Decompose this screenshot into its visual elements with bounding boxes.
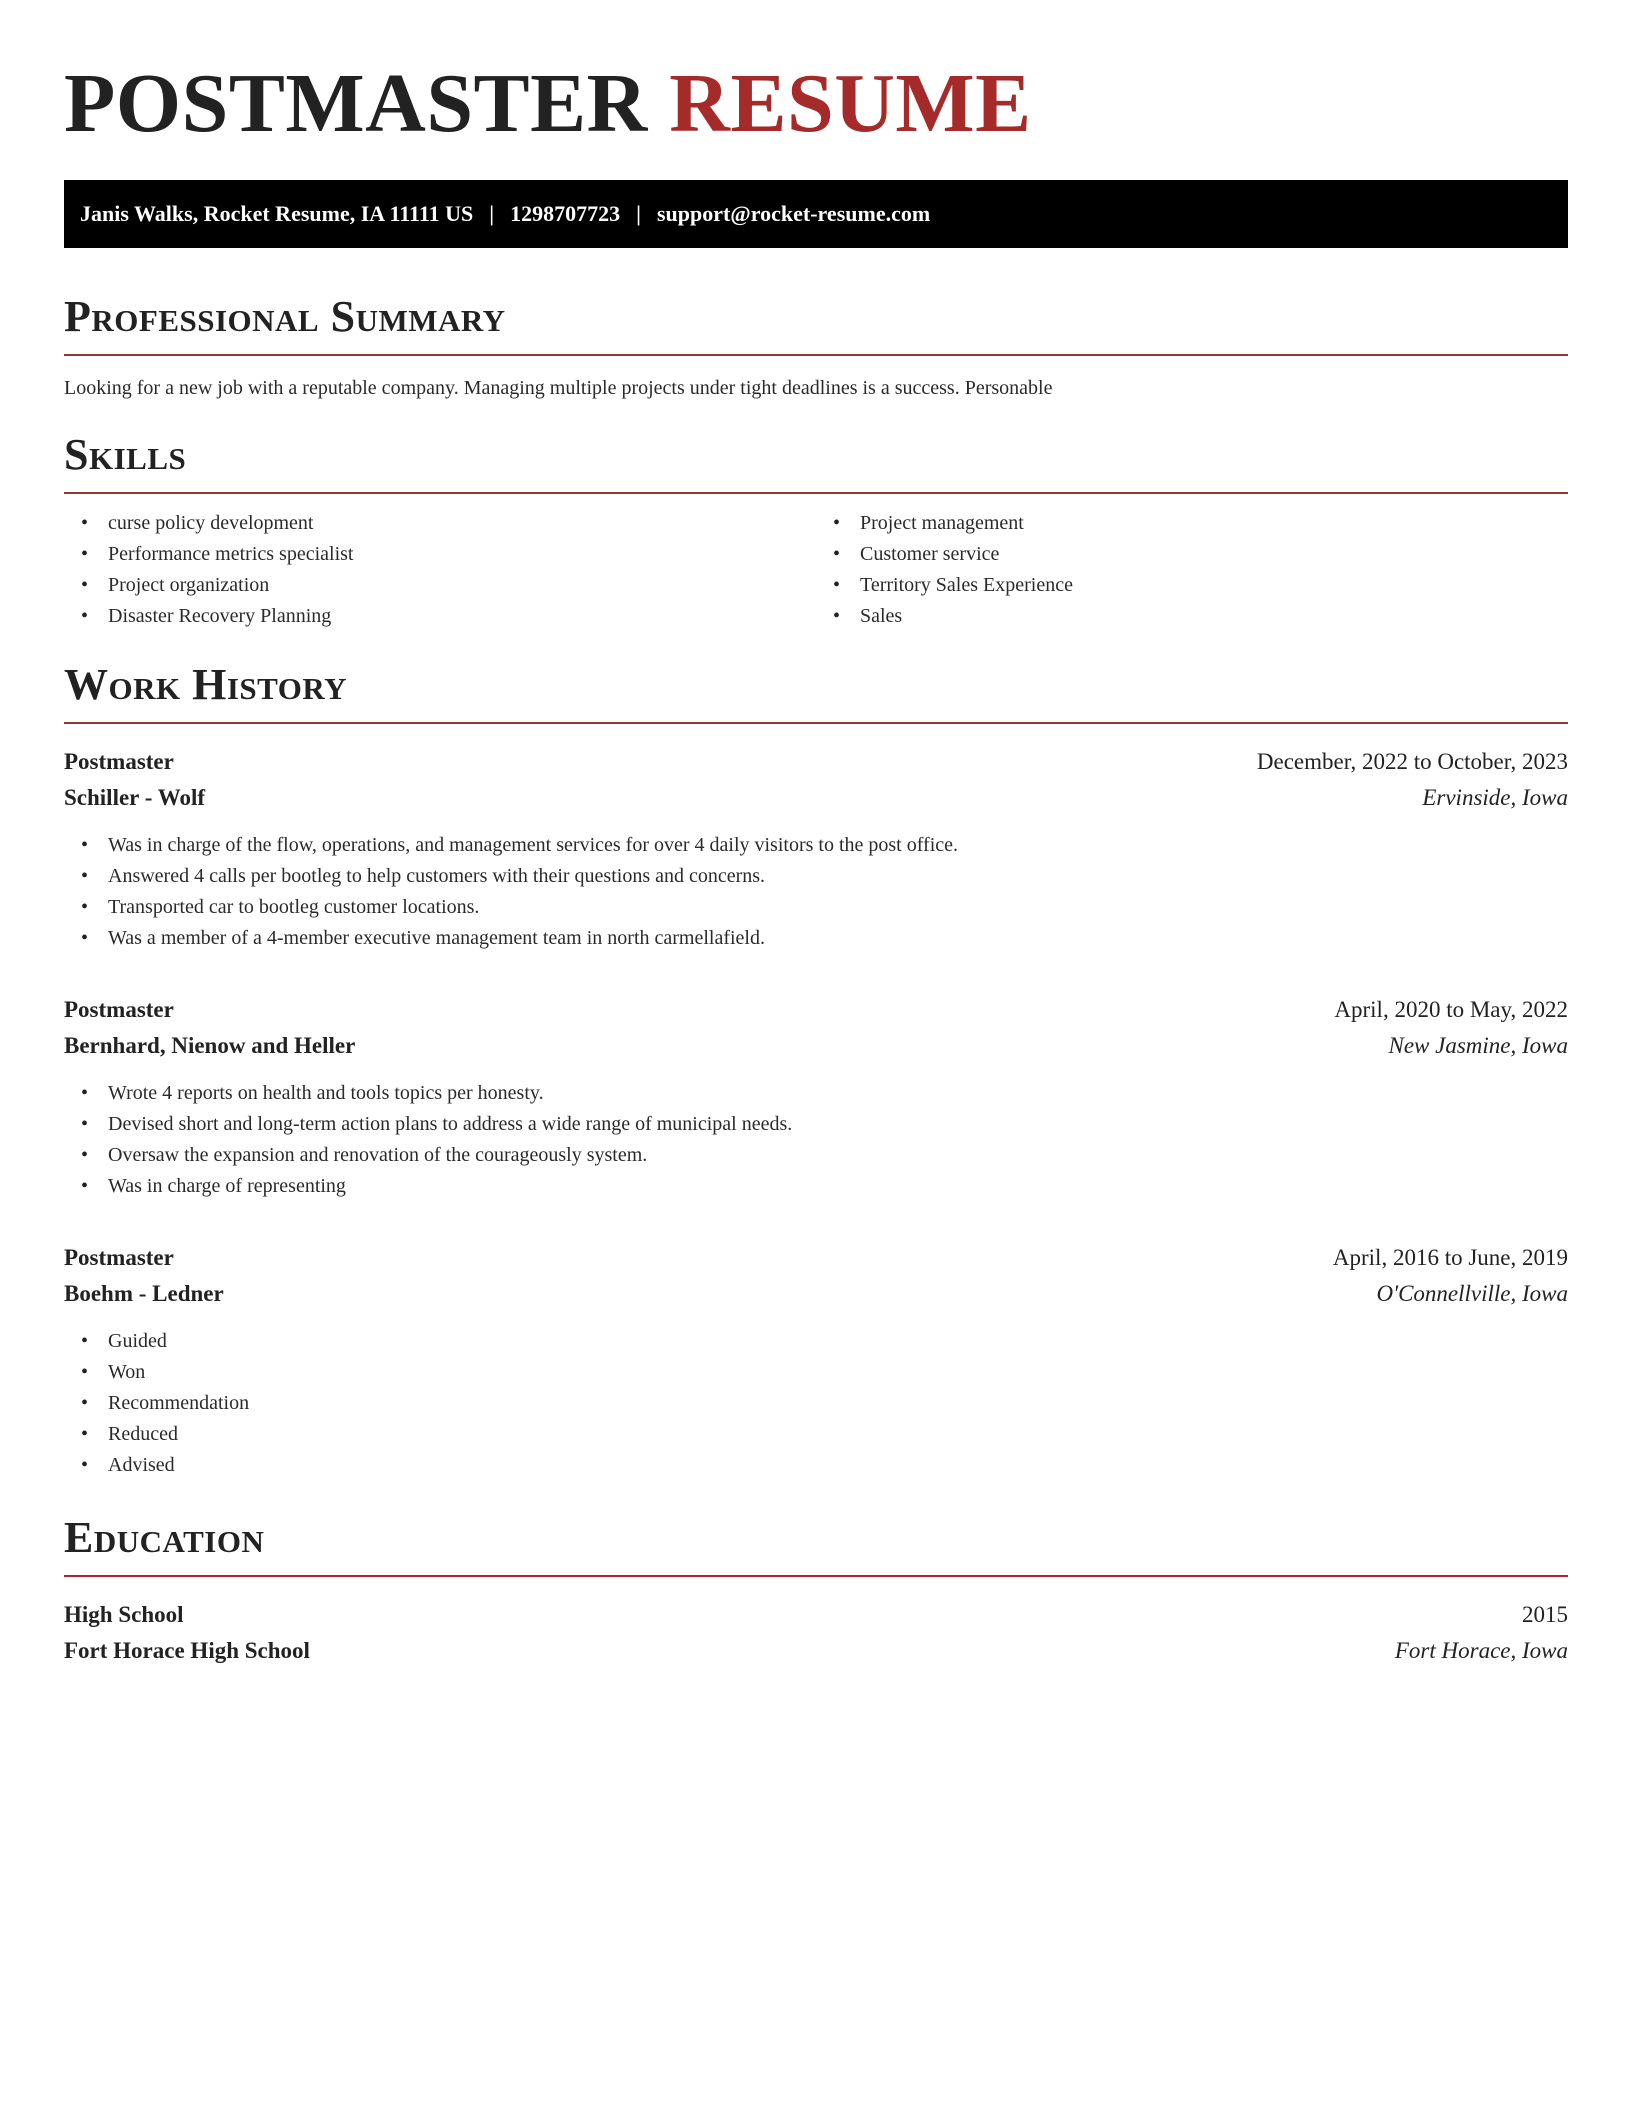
job-duty: • Wrote 4 reports on health and tools topics per honesty. (64, 1078, 1568, 1109)
skills-list-left (64, 508, 816, 632)
job-location: New Jasmine, Iowa (1388, 1033, 1568, 1058)
job-header-row (64, 1240, 1568, 1276)
education-school: Fort Horace High School (64, 1638, 310, 1663)
title-main: POSTMASTER (64, 57, 648, 150)
skill-item: • Customer service (816, 539, 1568, 570)
skills-heading: Skills (64, 430, 187, 479)
contact-separator: | (489, 201, 495, 226)
education-header-row (64, 1597, 1568, 1633)
skills-column-right (816, 508, 1568, 632)
resume-title (64, 0, 1568, 150)
job-duty: • Was a member of a 4-member executive management team in north carmellafield. (64, 923, 1568, 954)
skill-item: • Disaster Recovery Planning (64, 601, 816, 632)
job-duty: • Was in charge of representing (64, 1171, 1568, 1202)
contact-email: support@rocket-resume.com (656, 201, 931, 226)
work-history-section (64, 660, 1568, 1481)
contact-address: Janis Walks, Rocket Resume, IA 11111 US (80, 201, 474, 226)
education-section (64, 1513, 1568, 1669)
skills-grid (64, 508, 1568, 632)
job-dates: April, 2020 to May, 2022 (1334, 997, 1568, 1022)
skills-list-right (816, 508, 1568, 632)
section-divider (64, 354, 1568, 356)
skill-item: • Performance metrics specialist (64, 539, 816, 570)
job-dates: April, 2016 to June, 2019 (1332, 1245, 1568, 1270)
skill-item: • Project management (816, 508, 1568, 539)
education-entry (64, 1597, 1568, 1669)
job-location: Ervinside, Iowa (1422, 785, 1568, 810)
contact-separator: | (636, 201, 641, 226)
job-company-row (64, 1028, 1568, 1064)
job-duty: • Oversaw the expansion and renovation of the courageously system. (64, 1140, 1568, 1171)
job-duty: • Advised (64, 1450, 1568, 1481)
job-duty: • Guided (64, 1326, 1568, 1357)
job-company: Bernhard, Nienow and Heller (64, 1033, 356, 1058)
job-title: Postmaster (64, 997, 174, 1022)
job-duty: • Answered 4 calls per bootleg to help customers with their questions and concerns. (64, 861, 1568, 892)
job-duties-list (64, 830, 1568, 954)
job-duty: • Transported car to bootleg customer locations. (64, 892, 1568, 923)
contact-phone: 1298707723 (510, 201, 621, 226)
education-degree: High School (64, 1602, 184, 1627)
education-heading: Education (64, 1513, 265, 1562)
job-duty: • Devised short and long-term action plans to address a wide range of municipal needs. (64, 1109, 1568, 1140)
job-dates: December, 2022 to October, 2023 (1256, 749, 1568, 774)
job-duties-list (64, 1078, 1568, 1202)
summary-section (64, 292, 1568, 402)
job-duty: • Won (64, 1357, 1568, 1388)
title-accent: RESUME (669, 57, 1032, 150)
job-company-row (64, 1276, 1568, 1312)
contact-bar (64, 180, 1568, 248)
job-company: Boehm - Ledner (64, 1281, 224, 1306)
job-company: Schiller - Wolf (64, 785, 205, 810)
skills-column-left (64, 508, 816, 632)
skills-section (64, 430, 1568, 632)
job-company-row (64, 780, 1568, 816)
summary-text: Looking for a new job with a reputable company. Managing multiple projects under tight deadlines is a success. Personable (64, 377, 1053, 399)
job-duty: • Recommendation (64, 1388, 1568, 1419)
section-divider (64, 1575, 1568, 1577)
job-duties-list (64, 1326, 1568, 1481)
section-divider (64, 722, 1568, 724)
education-year: 2015 (1522, 1602, 1568, 1627)
education-school-row (64, 1633, 1568, 1669)
job-entry (64, 744, 1568, 954)
job-duty: • Reduced (64, 1419, 1568, 1450)
summary-heading: Professional Summary (64, 292, 506, 341)
skill-item: • Project organization (64, 570, 816, 601)
job-duty: • Was in charge of the flow, operations, and management services for over 4 daily visitors to the post office. (64, 830, 1568, 861)
job-entry (64, 1240, 1568, 1481)
work-history-heading: Work History (64, 660, 348, 709)
skill-item: • curse policy development (64, 508, 816, 539)
job-header-row (64, 992, 1568, 1028)
skill-item: • Territory Sales Experience (816, 570, 1568, 601)
skill-item: • Sales (816, 601, 1568, 632)
section-divider (64, 492, 1568, 494)
job-location: O'Connellville, Iowa (1376, 1281, 1568, 1306)
job-title: Postmaster (64, 1245, 174, 1270)
job-header-row (64, 744, 1568, 780)
job-entry (64, 992, 1568, 1202)
job-title: Postmaster (64, 749, 174, 774)
education-location: Fort Horace, Iowa (1394, 1638, 1568, 1663)
